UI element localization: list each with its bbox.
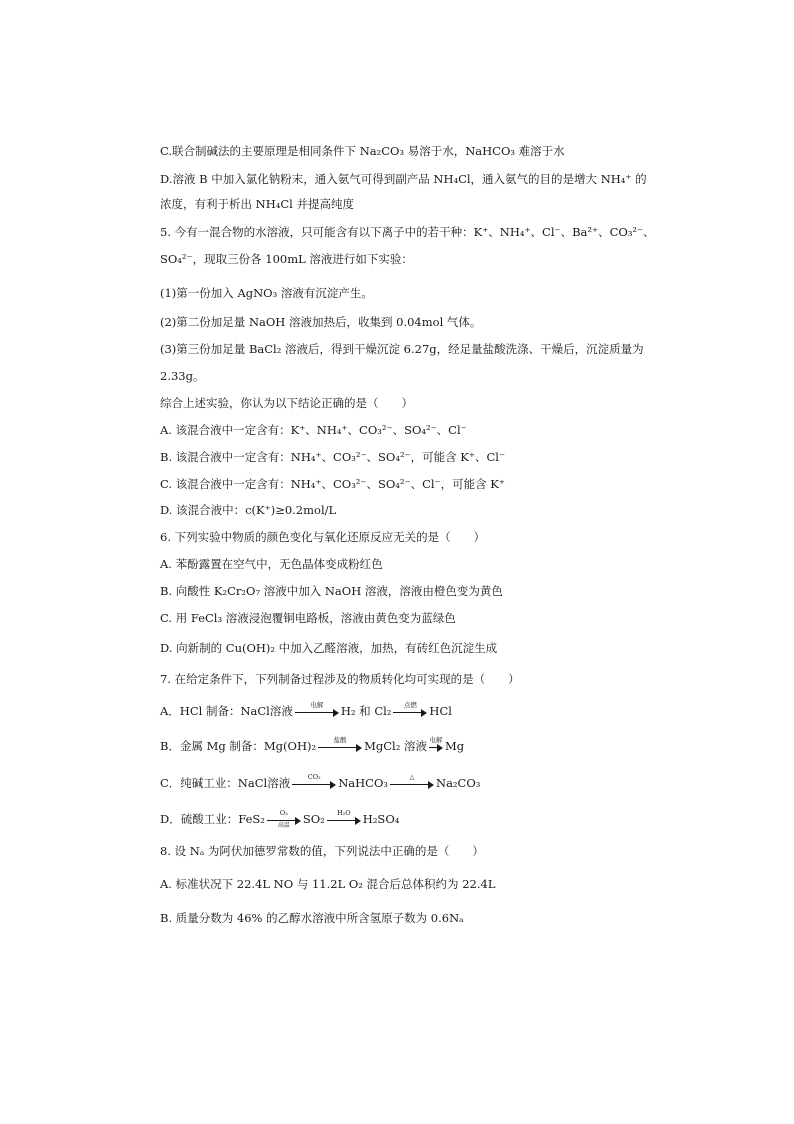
q5-option-d: D. 该混合液中：c(K⁺)≥0.2mol/L xyxy=(160,503,337,517)
q7a-intermediate: H₂ 和 Cl₂ xyxy=(340,704,392,718)
q7d-intermediate: SO₂ xyxy=(302,812,325,826)
q5-exp-1: (1)第一份加入 AgNO₃ 溶液有沉淀产生。 xyxy=(160,286,373,300)
q5-question: 综合上述实验，你认为以下结论正确的是（ ） xyxy=(160,396,413,410)
arrow-condition: O₂ xyxy=(279,809,288,817)
arrow-condition: 点燃 xyxy=(403,701,417,709)
reaction-arrow xyxy=(390,773,434,791)
reaction-arrow xyxy=(292,773,336,791)
q7d-product: H₂SO₄ xyxy=(362,812,400,826)
q7-option-c xyxy=(160,775,754,791)
arrow-condition: 电解 xyxy=(429,736,443,744)
q5-exp-3-cont: 2.33g。 xyxy=(160,369,205,383)
q8-option-b: B. 质量分数为 46% 的乙醇水溶液中所含氢原子数为 0.6Nₐ xyxy=(160,911,464,925)
q7c-reactant: C．纯碱工业：NaCl溶液 xyxy=(160,776,291,790)
reaction-arrow xyxy=(429,736,443,754)
arrow-condition: △ xyxy=(409,773,415,781)
q7b-reactant: B．金属 Mg 制备：Mg(OH)₂ xyxy=(160,739,317,753)
q6-stem: 6. 下列实验中物质的颜色变化与氧化还原反应无关的是（ ） xyxy=(160,530,486,544)
q6-option-b: B. 向酸性 K₂Cr₂O₇ 溶液中加入 NaOH 溶液，溶液由橙色变为黄色 xyxy=(160,584,503,598)
q7a-product: HCl xyxy=(429,704,452,718)
q5-exp-2: (2)第二份加足量 NaOH 溶液加热后，收集到 0.04mol 气体。 xyxy=(160,315,482,329)
q5-option-a: A. 该混合液中一定含有：K⁺、NH₄⁺、CO₃²⁻、SO₄²⁻、Cl⁻ xyxy=(160,423,467,437)
q7-stem: 7. 在给定条件下，下列制备过程涉及的物质转化均可实现的是（ ） xyxy=(160,672,520,686)
arrow-condition: 盐酸 xyxy=(333,736,347,744)
q6-option-c: C. 用 FeCl₃ 溶液浸泡覆铜电路板，溶液由黄色变为蓝绿色 xyxy=(160,611,456,625)
reaction-arrow xyxy=(327,809,361,827)
q7c-intermediate: NaHCO₃ xyxy=(338,776,388,790)
q6-option-d: D. 向新制的 Cu(OH)₂ 中加入乙醛溶液，加热，有砖红色沉淀生成 xyxy=(160,641,498,655)
q5-option-b: B. 该混合液中一定含有：NH₄⁺、CO₃²⁻、SO₄²⁻，可能含 K⁺、Cl⁻ xyxy=(160,450,506,464)
q7b-intermediate: MgCl₂ 溶液 xyxy=(364,739,427,753)
option-d-line: D.溶液 B 中加入氯化钠粉末，通入氨气可得到副产品 NH₄Cl，通入氨气的目的是增大 NH₄⁺ 的 xyxy=(160,172,647,186)
q7-option-b xyxy=(160,738,754,754)
q5-exp-3: (3)第三份加足量 BaCl₂ 溶液后，得到干燥沉淀 6.27g，经足量盐酸洗涤、干燥后，沉淀质量为 xyxy=(160,342,644,356)
q7-option-a xyxy=(160,703,754,719)
reaction-arrow xyxy=(295,701,339,719)
q7d-reactant: D．硫酸工业：FeS₂ xyxy=(160,812,265,826)
option-d-cont: 浓度，有利于析出 NH₄Cl 并提高纯度 xyxy=(160,197,354,211)
q6-option-a: A. 苯酚露置在空气中，无色晶体变成粉红色 xyxy=(160,557,383,571)
q7-option-d xyxy=(160,811,754,827)
reaction-arrow xyxy=(393,701,427,719)
arrow-condition: H₂O xyxy=(336,809,351,817)
q5-stem-1: 5. 今有一混合物的水溶液，只可能含有以下离子中的若干种：K⁺、NH₄⁺、Cl⁻、Ba²⁺、CO₃²⁻、 xyxy=(160,225,655,239)
q5-option-c: C. 该混合液中一定含有：NH₄⁺、CO₃²⁻、SO₄²⁻、Cl⁻，可能含 K⁺ xyxy=(160,477,505,491)
arrow-condition: CO₂ xyxy=(307,773,321,781)
q7c-product: Na₂CO₃ xyxy=(436,776,481,790)
q8-stem: 8. 设 Nₐ 为阿伏加德罗常数的值，下列说法中正确的是（ ） xyxy=(160,844,484,858)
q8-option-a: A. 标准状况下 22.4L NO 与 11.2L O₂ 混合后总体积约为 22.4L xyxy=(160,877,496,891)
option-c-line: C.联合制碱法的主要原理是相同条件下 Na₂CO₃ 易溶于水，NaHCO₃ 难溶于水 xyxy=(160,144,565,158)
q7b-product: Mg xyxy=(444,739,465,753)
q7a-reactant: A．HCl 制备：NaCl溶液 xyxy=(160,704,293,718)
arrow-condition: 电解 xyxy=(310,701,324,709)
reaction-arrow xyxy=(318,736,362,754)
reaction-arrow xyxy=(267,809,301,829)
arrow-condition-below: 高温 xyxy=(277,822,290,829)
q5-stem-2: SO₄²⁻，现取三份各 100mL 溶液进行如下实验： xyxy=(160,252,413,266)
